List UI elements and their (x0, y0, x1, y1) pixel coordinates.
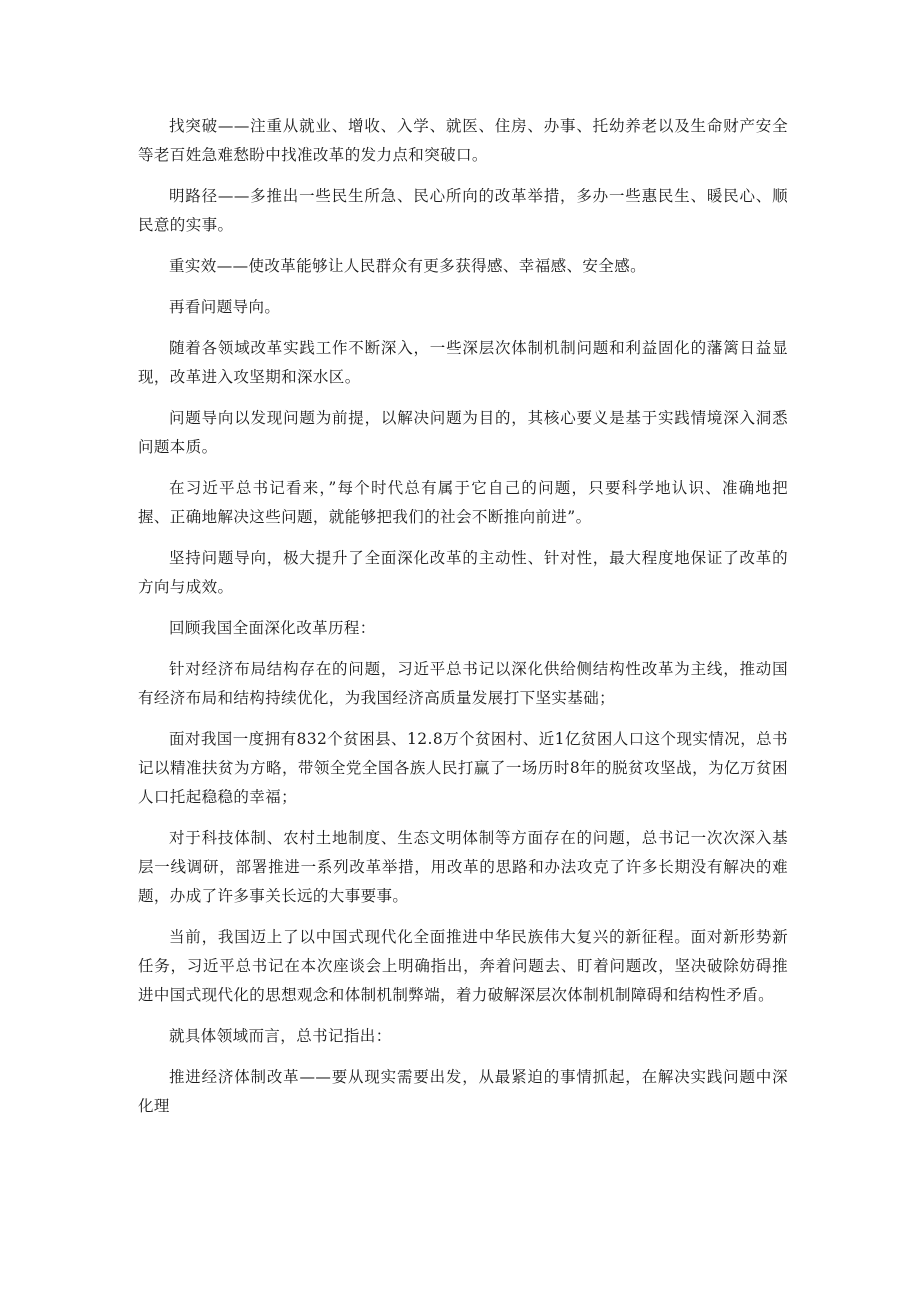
paragraph: 回顾我国全面深化改革历程： (169, 619, 376, 637)
paragraph: 明路径——多推出一些民生所急、民心所向的改革举措，多办一些惠民生、暖民心、顺民意的实事。 (138, 187, 788, 234)
paragraph: 就具体领域而言，总书记指出： (169, 1027, 392, 1045)
paragraph: 问题导向以发现问题为前提，以解决问题为目的，其核心要义是基于实践情境深入洞悉问题本质。 (138, 409, 788, 456)
paragraph: 对于科技体制、农村土地制度、生态文明体制等方面存在的问题，总书记一次次深入基层一线调研，部署推进一系列改革举措，用改革的思路和办法攻克了许多长期没有解决的难题，办成了许多事关长远的大事要事。 (138, 829, 788, 905)
paragraph: 针对经济布局结构存在的问题，习近平总书记以深化供给侧结构性改革为主线，推动国有经济布局和结构持续优化，为我国经济高质量发展打下坚实基础； (138, 660, 788, 707)
paragraph: 在习近平总书记看来，”每个时代总有属于它自己的问题，只要科学地认识、准确地把握、正确地解决这些问题，就能够把我们的社会不断推向前进”。 (138, 479, 788, 526)
paragraph: 找突破——注重从就业、增收、入学、就医、住房、办事、托幼养老以及生命财产安全等老百姓急难愁盼中找准改革的发力点和突破口。 (138, 117, 788, 164)
paragraph: 重实效——使改革能够让人民群众有更多获得感、幸福感、安全感。 (169, 257, 647, 275)
paragraph: 再看问题导向。 (169, 298, 281, 316)
paragraph: 随着各领域改革实践工作不断深入，一些深层次体制机制问题和利益固化的藩篱日益显现，改革进入攻坚期和深水区。 (138, 339, 788, 386)
paragraph: 当前，我国迈上了以中国式现代化全面推进中华民族伟大复兴的新征程。面对新形势新任务，习近平总书记在本次座谈会上明确指出，奔着问题去、盯着问题改，坚决破除妨碍推进中国式现代化的思想观念和体制机制弊端，着力破解深层次体制机制障碍和结构性矛盾。 (138, 928, 788, 1004)
paragraph: 推进经济体制改革——要从现实需要出发，从最紧迫的事情抓起，在解决实践问题中深化理 (138, 1068, 788, 1115)
document-body (138, 112, 788, 1133)
paragraph: 坚持问题导向，极大提升了全面深化改革的主动性、针对性，最大程度地保证了改革的方向与成效。 (138, 549, 788, 596)
paragraph: 面对我国一度拥有832个贫困县、12.8万个贫困村、近1亿贫困人口这个现实情况，总书记以精准扶贫为方略，带领全党全国各族人民打赢了一场历时8年的脱贫攻坚战，为亿万贫困人口托起稳稳的幸福； (138, 730, 788, 806)
